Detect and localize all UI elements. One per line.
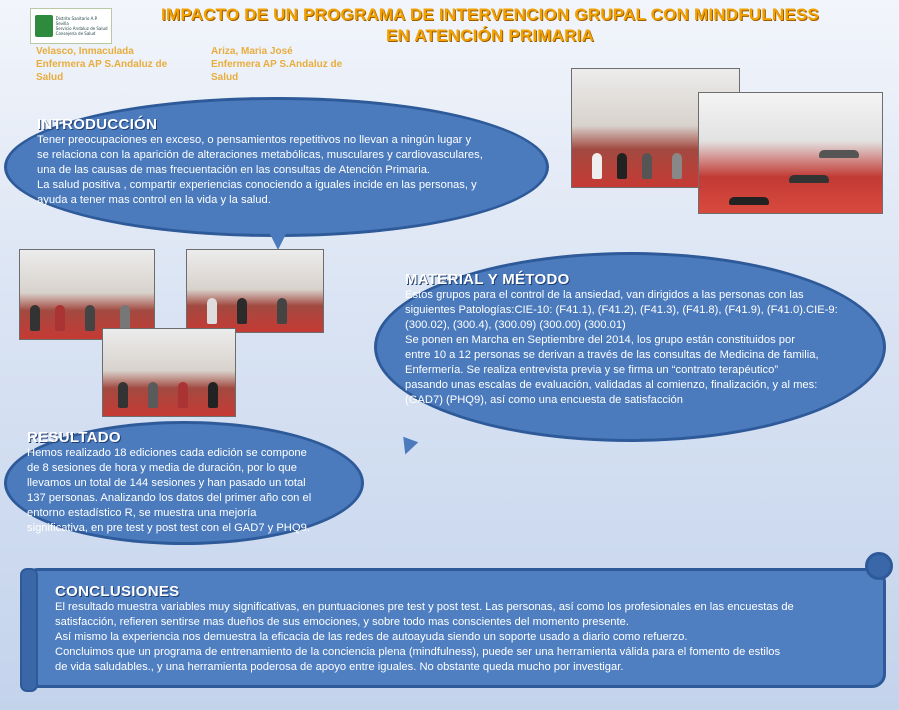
conclusiones-line: Concluimos que un programa de entrenamiento de la conciencia plena (mindfulness), puede ser una herramienta válida para el fomento de estilos — [55, 646, 781, 658]
author-name: Velasco, Inmaculada — [36, 46, 134, 57]
author-2 — [211, 45, 342, 84]
resultado-line: llevamos un total de 144 sesiones y han pasado un total — [27, 477, 306, 489]
author-org: Salud — [211, 72, 239, 83]
logo-line: Distrito Sanitario A.P. Sevilla — [55, 16, 98, 26]
introduccion-line: La salud positiva , compartir experiencias conociendo a iguales incide en las personas, y — [37, 179, 477, 191]
logo-line: Consejería de Salud — [55, 31, 96, 36]
introduccion-tail — [270, 234, 286, 250]
material-metodo-section — [374, 252, 886, 442]
junta-logo — [30, 8, 112, 44]
introduccion-line: se relaciona con la aparición de alteraciones metabólicas, musculares y cardiovasculares, — [37, 149, 483, 161]
material-tail — [398, 437, 419, 458]
material-line: Enfermería. Se realiza entrevista previa y se firma un “contrato terapéutico” — [405, 364, 779, 376]
material-line: Se ponen en Marcha en Septiembre del 2014, los grupo están constituidos por — [405, 334, 795, 346]
conclusiones-heading: CONCLUSIONES — [55, 583, 180, 600]
resultado-line: significativa, en pre test y post test con el GAD7 y PHQ9. — [27, 522, 310, 534]
author-name: Ariza, Maria José — [211, 46, 293, 57]
poster-title — [130, 4, 850, 46]
title-line-2: EN ATENCIÓN PRIMARIA — [386, 26, 594, 45]
introduccion-line: Tener preocupaciones en exceso, o pensamientos repetitivos no llevan a ningún lugar y — [37, 134, 472, 146]
introduccion-line: una de las causas de mas frecuentación en las consultas de Atención Primaria. — [37, 164, 431, 176]
resultado-line: entorno estadístico R, se muestra una mejoría — [27, 507, 257, 519]
resultado-section — [4, 421, 364, 545]
introduccion-section — [4, 97, 549, 237]
resultado-heading: RESULTADO — [27, 429, 121, 446]
resultado-line: 137 personas. Analizando los datos del primer año con el — [27, 492, 312, 504]
resultado-line: de 8 sesiones de hora y media de duración, por lo que — [27, 462, 297, 474]
scroll-curl-top — [865, 552, 893, 580]
photo-circle-3 — [102, 328, 236, 417]
material-line: Estos grupos para el control de la ansiedad, van dirigidos a las personas con las — [405, 289, 804, 301]
conclusiones-section — [24, 568, 886, 688]
photo-circle-1 — [19, 249, 155, 340]
photo-group-lying — [698, 92, 883, 214]
conclusiones-line: satisfacción, refieren sentirse mas dueños de sus emociones, y sobre todo mas conscientes del momento presente. — [55, 616, 629, 628]
material-line: pasando unas escalas de evaluación, validadas al comienzo, finalización, y al mes: — [405, 379, 818, 391]
author-role: Enfermera AP S.Andaluz de — [36, 59, 168, 70]
author-role: Enfermera AP S.Andaluz de — [211, 59, 343, 70]
material-line: (300.02), (300.4), (300.09) (300.00) (300.01) — [405, 319, 626, 331]
material-line: entre 10 a 12 personas se derivan a través de las consultas de Medicina de familia, — [405, 349, 819, 361]
introduccion-line: ayuda a tener mas control en la vida y la salud. — [37, 194, 271, 206]
conclusiones-line: de vida saludables., y una herramienta poderosa de apoyo entre iguales. No obstante queda mucho por investigar. — [55, 661, 624, 673]
material-heading: MATERIAL Y MÉTODO — [405, 271, 570, 288]
author-1 — [36, 45, 167, 84]
title-line-1: IMPACTO DE UN PROGRAMA DE INTERVENCION GRUPAL CON MINDFULNESS — [161, 5, 819, 24]
material-line: siguientes Patologías:CIE-10: (F41.1), (F41.2), (F41.3), (F41.8), (F41.9), (F41.0).CIE-9: — [405, 304, 838, 316]
introduccion-heading: INTRODUCCIÓN — [37, 116, 158, 133]
logo-mark-icon — [35, 15, 53, 37]
author-org: Salud — [36, 72, 64, 83]
photo-circle-2 — [186, 249, 324, 333]
resultado-line: Hemos realizado 18 ediciones cada edición se compone — [27, 447, 307, 459]
material-line: (GAD7) (PHQ9), así como una encuesta de satisfacción — [405, 394, 683, 406]
scroll-curl-left — [20, 568, 38, 692]
conclusiones-line: El resultado muestra variables muy significativas, en puntuaciones pre test y post test. Las personas, así como los profesionales en las encuestas de — [55, 601, 794, 613]
conclusiones-line: Así mismo la experiencia nos demuestra la eficacia de las redes de autoayuda siendo un soporte usado a diario como refuerzo. — [55, 631, 688, 643]
logo-line: Servicio Andaluz de Salud — [55, 26, 108, 31]
logo-text — [56, 16, 111, 36]
